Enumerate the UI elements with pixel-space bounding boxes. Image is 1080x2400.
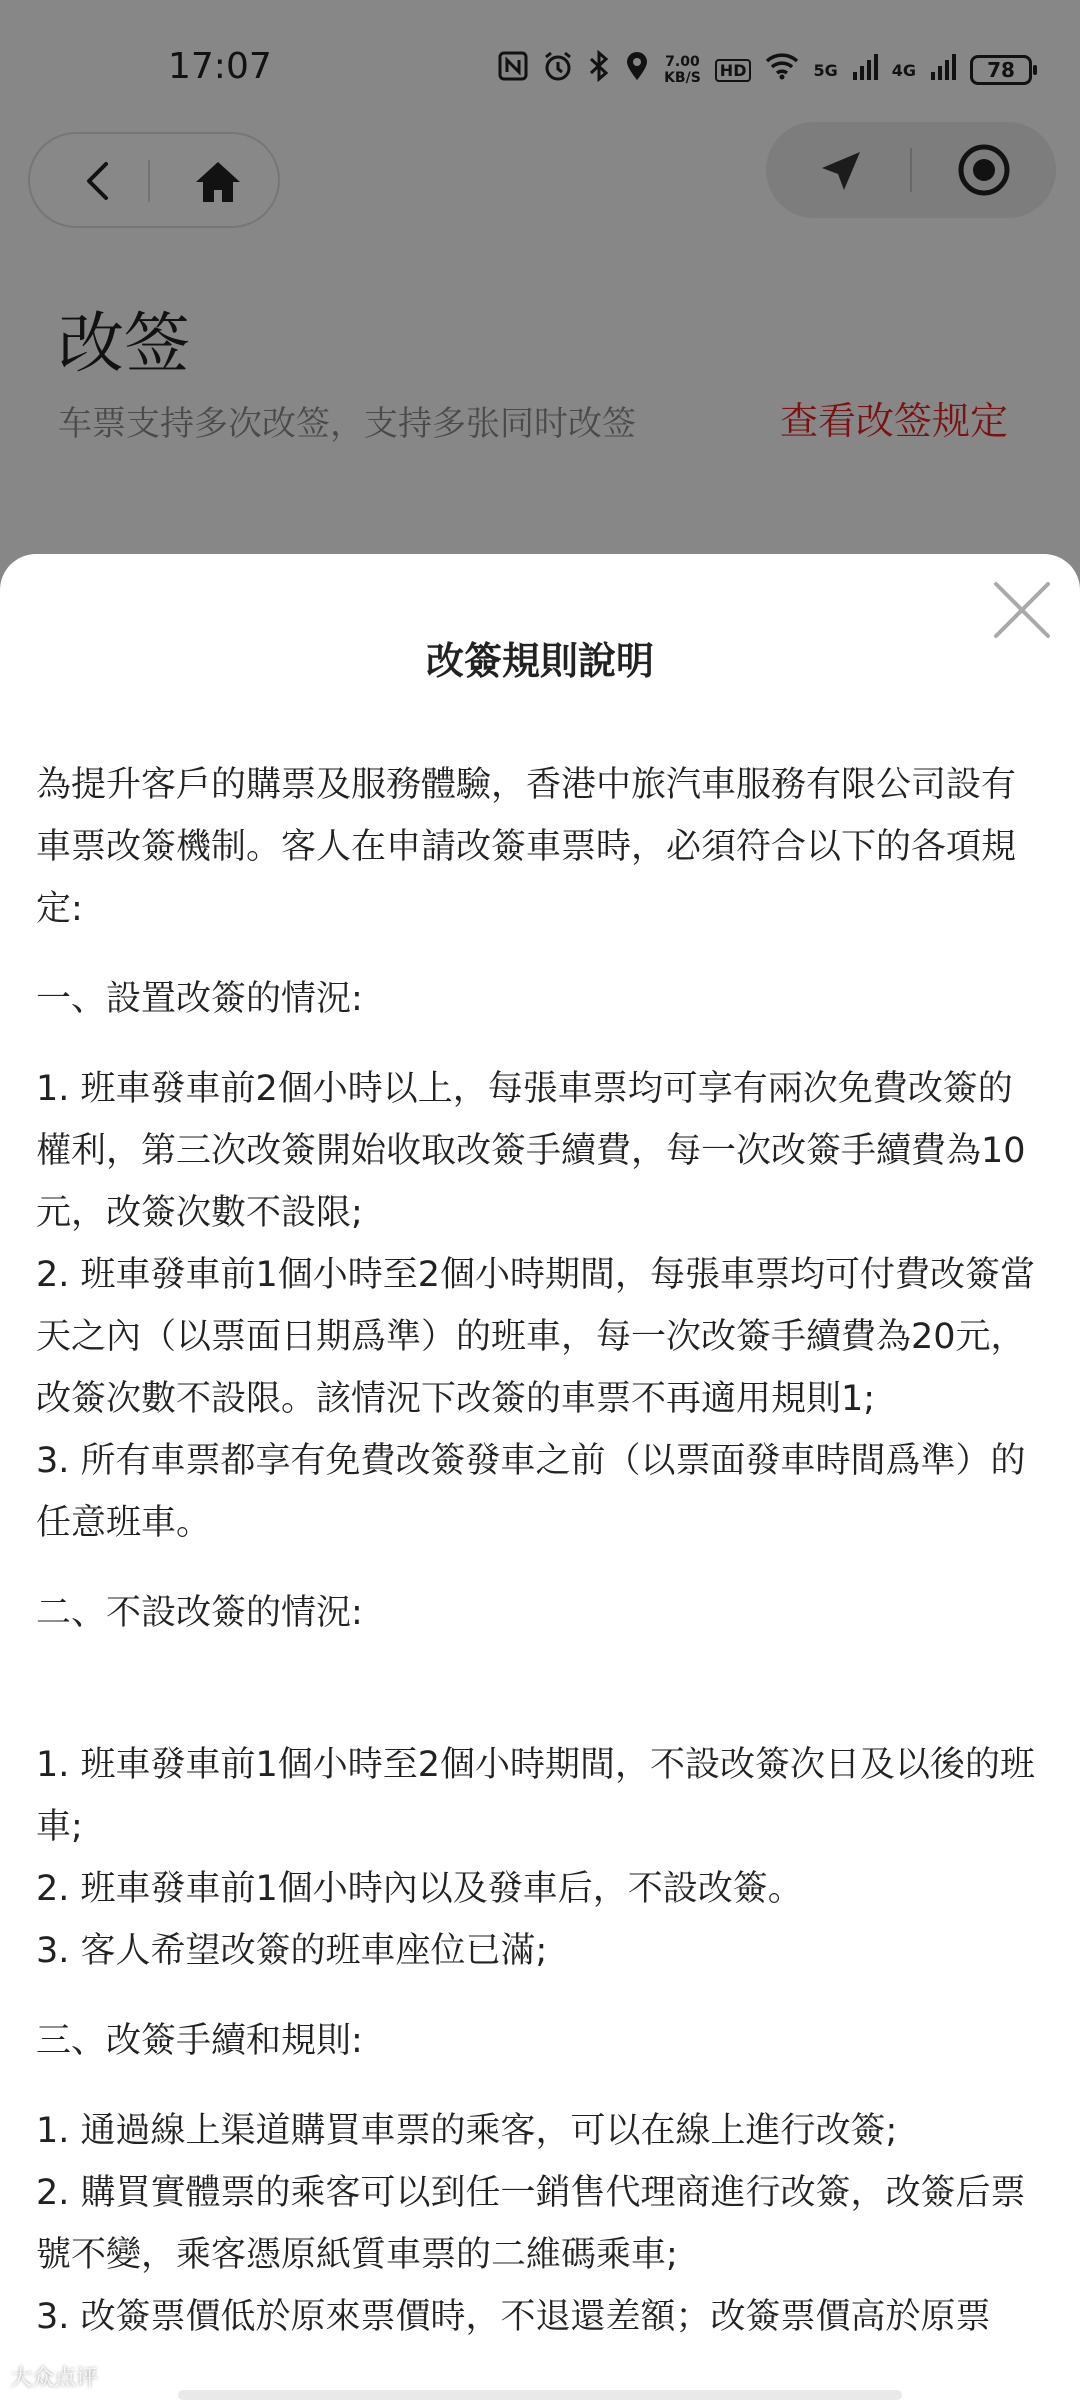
watermark: 大众点评 xyxy=(10,2366,99,2391)
rule-item: 2. 購買實體票的乘客可以到任一銷售代理商進行改簽，改簽后票號不變，乘客憑原紙質車票的二維碼乘車; xyxy=(36,2173,1026,2275)
rule-item: 3. 客人希望改簽的班車座位已滿; xyxy=(36,1931,548,1971)
section-heading: 一、設置改簽的情況: xyxy=(36,979,363,1019)
section-heading: 二、不設改簽的情況: xyxy=(36,1593,363,1633)
view-rules-link[interactable]: 查看改签规定 xyxy=(779,399,1008,443)
rules-content xyxy=(36,754,1046,2376)
signal-4g-label: 4G xyxy=(891,60,916,80)
rule-item: 1. 班車發車前2個小時以上，每張車票均可享有兩次免費改簽的權利，第三次改簽開始收取改簽手續費，每一次改簽手續費為10元，改簽次數不設限; xyxy=(36,1069,1026,1233)
rule-item: 1. 通過線上渠道購買車票的乘客，可以在線上進行改簽; xyxy=(36,2111,898,2151)
net-speed-value: 7.00 xyxy=(665,54,700,70)
rules-bottom-sheet xyxy=(0,554,1080,2400)
sheet-title: 改簽規則說明 xyxy=(425,639,654,683)
signal-5g-label: 5G xyxy=(813,60,838,80)
scroll-indicator[interactable] xyxy=(178,2390,902,2400)
rule-list xyxy=(36,2100,1046,2348)
hd-badge: HD xyxy=(715,59,752,82)
status-time: 17:07 xyxy=(168,46,272,87)
rule-list xyxy=(36,1058,1046,1554)
rule-item: 3. 改簽票價低於原來票價時，不退還差額；改簽票價高於原票 xyxy=(36,2297,991,2337)
net-speed-unit: KB/S xyxy=(664,70,701,86)
battery-indicator: 78 xyxy=(970,55,1032,85)
page-title: 改签 xyxy=(58,305,190,382)
page-subtitle: 车票支持多次改签，支持多张同时改签 xyxy=(58,404,636,444)
rule-item: 2. 班車發車前1個小時內以及發車后，不設改簽。 xyxy=(36,1869,803,1909)
intro-paragraph: 為提升客戶的購票及服務體驗，香港中旅汽車服務有限公司設有車票改簽機制。客人在申請改簽車票時，必須符合以下的各項規定: xyxy=(36,765,1017,929)
rule-item: 3. 所有車票都享有免費改簽發車之前（以票面發車時間爲準）的任意班車。 xyxy=(36,1441,1026,1543)
section-heading: 三、改簽手續和規則: xyxy=(36,2021,363,2061)
rule-item: 2. 班車發車前1個小時至2個小時期間，每張車票均可付費改簽當天之內（以票面日期爲準）的班車，每一次改簽手續費為20元，改簽次數不設限。該情況下改簽的車票不再適用規則1; xyxy=(36,1255,1036,1419)
rule-item: 1. 班車發車前1個小時至2個小時期間，不設改簽次日及以後的班車; xyxy=(36,1745,1036,1847)
rule-list xyxy=(36,1734,1046,1982)
